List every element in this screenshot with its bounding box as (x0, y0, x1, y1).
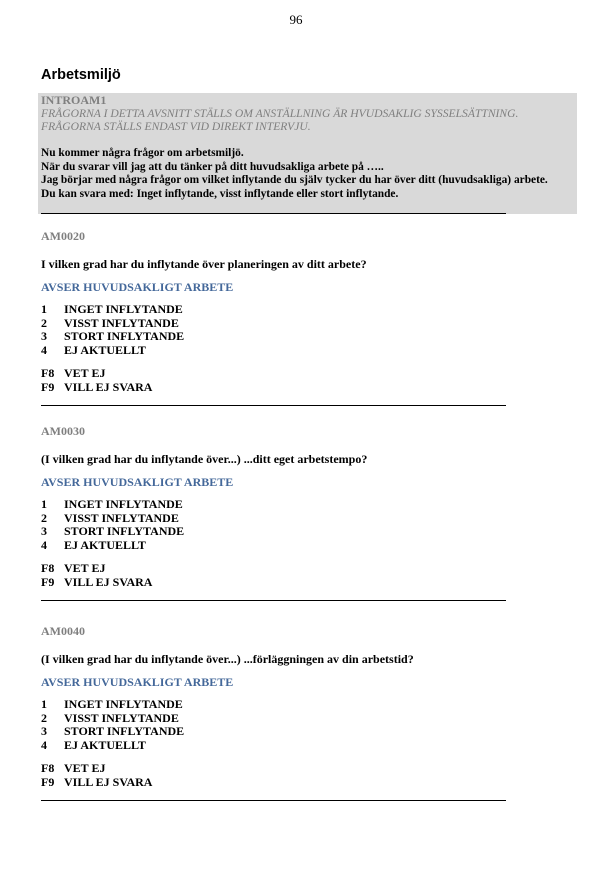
answer-number: 3 (41, 329, 47, 344)
answer-number: 2 (41, 510, 47, 525)
question-scope: AVSER HUVUDSAKLIGT ARBETE (41, 475, 234, 489)
answer-option (41, 525, 511, 539)
answer-number: 4 (41, 342, 47, 357)
special-label: VET EJ (64, 561, 106, 576)
question-code: AM0020 (41, 229, 85, 243)
question-scope: AVSER HUVUDSAKLIGT ARBETE (41, 280, 234, 294)
special-answer (41, 381, 511, 395)
answer-option (41, 698, 511, 712)
answer-option (41, 539, 511, 553)
special-answer (41, 367, 511, 381)
question-scope: AVSER HUVUDSAKLIGT ARBETE (41, 675, 234, 689)
answer-number: 4 (41, 537, 47, 552)
special-code: F9 (41, 774, 55, 789)
special-answer (41, 562, 511, 576)
answer-number: 1 (41, 497, 47, 511)
answer-option (41, 303, 511, 317)
question-text: (I vilken grad har du inflytande över...) ...ditt eget arbetstempo? (41, 452, 368, 466)
answer-label: EJ AKTUELLT (64, 342, 146, 357)
special-label: VILL EJ SVARA (64, 379, 153, 394)
page-number: 96 (289, 12, 303, 27)
special-label: VILL EJ SVARA (64, 574, 153, 589)
answer-label: STORT INFLYTANDE (64, 724, 185, 739)
special-code: F8 (41, 366, 55, 381)
special-answer (41, 776, 511, 790)
answer-number: 2 (41, 315, 47, 330)
special-code: F8 (41, 561, 55, 576)
divider (41, 800, 506, 801)
divider (41, 405, 506, 406)
question-code: AM0030 (41, 424, 85, 438)
answer-number: 3 (41, 524, 47, 539)
answer-option (41, 512, 511, 526)
answer-list (41, 698, 511, 752)
answer-label: STORT INFLYTANDE (64, 524, 185, 539)
question-text: I vilken grad har du inflytande över planeringen av ditt arbete? (41, 257, 367, 271)
question-text: (I vilken grad har du inflytande över...) ...förläggningen av din arbetstid? (41, 652, 414, 666)
intro-code: INTROAM1 (41, 93, 107, 107)
special-label: VILL EJ SVARA (64, 774, 153, 789)
special-label: VET EJ (64, 761, 106, 776)
answer-option (41, 317, 511, 331)
divider (41, 213, 506, 214)
answer-label: INGET INFLYTANDE (64, 302, 183, 316)
special-answer (41, 576, 511, 590)
answer-number: 2 (41, 710, 47, 725)
answer-number: 1 (41, 302, 47, 316)
intro-line: När du svarar vill jag att du tänker på ditt huvudsakliga arbete på ….. (41, 160, 384, 173)
special-answer-list (41, 762, 511, 789)
answer-option (41, 344, 511, 358)
answer-label: INGET INFLYTANDE (64, 497, 183, 511)
question-code: AM0040 (41, 624, 85, 638)
answer-option (41, 712, 511, 726)
answer-label: VISST INFLYTANDE (64, 710, 179, 725)
answer-option (41, 725, 511, 739)
intro-line: Nu kommer några frågor om arbetsmiljö. (41, 147, 244, 159)
section-heading: Arbetsmiljö (41, 67, 121, 83)
intro-line: Du kan svara med: Inget inflytande, visst inflytande eller stort inflytande. (41, 187, 399, 200)
answer-option (41, 330, 511, 344)
special-answer (41, 762, 511, 776)
answer-label: EJ AKTUELLT (64, 537, 146, 552)
question-block (41, 624, 511, 801)
special-code: F9 (41, 379, 55, 394)
answer-number: 3 (41, 724, 47, 739)
answer-option (41, 739, 511, 753)
answer-label: EJ AKTUELLT (64, 737, 146, 752)
answer-number: 1 (41, 697, 47, 711)
special-label: VET EJ (64, 366, 106, 381)
question-block (41, 424, 511, 601)
answer-label: INGET INFLYTANDE (64, 697, 183, 711)
intro-text (41, 147, 577, 201)
answer-number: 4 (41, 737, 47, 752)
special-code: F8 (41, 761, 55, 776)
intro-box (38, 93, 577, 214)
answer-option (41, 498, 511, 512)
divider (41, 600, 506, 601)
answer-label: VISST INFLYTANDE (64, 315, 179, 330)
intro-instruction: FRÅGORNA STÄLLS ENDAST VID DIREKT INTERVJU. (41, 120, 311, 133)
answer-list (41, 498, 511, 552)
answer-list (41, 303, 511, 357)
special-answer-list (41, 367, 511, 394)
question-block (41, 229, 511, 406)
intro-instruction: FRÅGORNA I DETTA AVSNITT STÄLLS OM ANSTÄLLNING ÄR HVUDSAKLIG SYSSELSÄTTNING. (41, 107, 519, 120)
answer-label: STORT INFLYTANDE (64, 329, 185, 344)
answer-label: VISST INFLYTANDE (64, 510, 179, 525)
special-answer-list (41, 562, 511, 589)
intro-line: Jag börjar med några frågor om vilket inflytande du själv tycker du har över ditt (huvudsakliga) arbete. (41, 174, 548, 187)
special-code: F9 (41, 574, 55, 589)
